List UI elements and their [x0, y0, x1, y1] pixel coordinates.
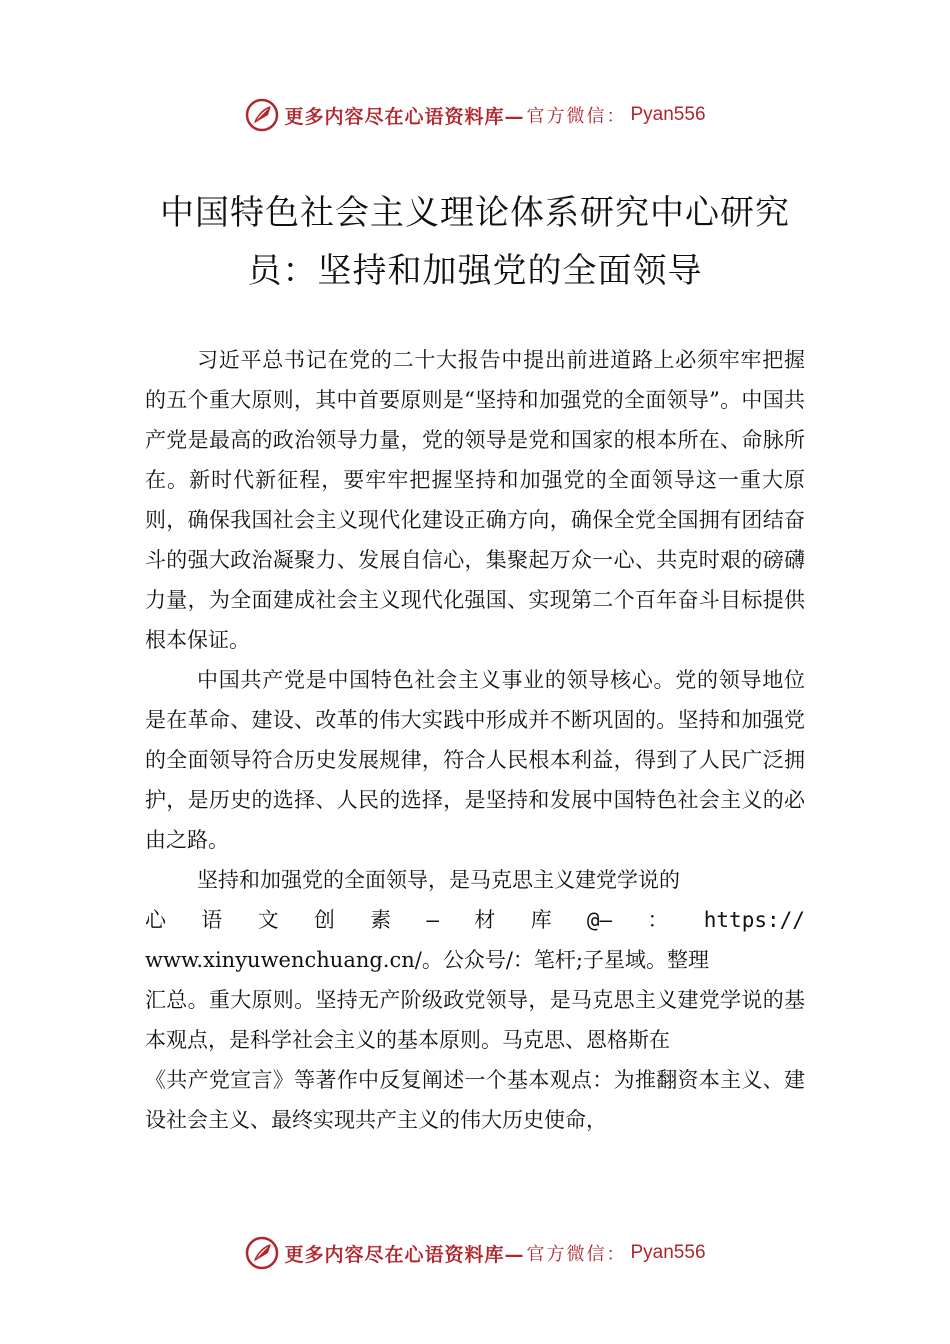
title-line-1: 中国特色社会主义理论体系研究中心研究: [160, 193, 790, 233]
watermark-char: @—: [586, 908, 613, 932]
watermark-char: 心: [145, 908, 166, 932]
paragraph-4: 《共产党宣言》等著作中反复阐述一个基本观点：为推翻资本主义、建设社会主义、最终实现共产主义的伟大历史使命，: [145, 1068, 805, 1132]
wechat-id: Pyan556: [630, 104, 706, 125]
watermark-char: 素: [370, 908, 392, 932]
watermark-url-line: www.xinyuwenchuang.cn/。公众号/：笔杆;子星域。整理: [145, 948, 709, 972]
paragraph-2: 中国共产党是中国特色社会主义事业的领导核心。党的领导地位是在革命、建设、改革的伟大实践中形成并不断巩固的。坚持和加强党的全面领导符合历史发展规律，符合人民根本利益，得到了人民广泛拥护，是历史的选择、人民的选择，是坚持和发展中国特色社会主义的必由之路。: [145, 668, 805, 852]
quill-logo-icon: [244, 97, 280, 133]
paragraph-1: 习近平总书记在党的二十大报告中提出前进道路上必须牢牢把握的五个重大原则，其中首要原则是“坚持和加强党的全面领导”。中国共产党是最高的政治领导力量，党的领导是党和国家的根本所在、命脉所在。新时代新征程，要牢牢把握坚持和加强党的全面领导这一重大原则，确保我国社会主义现代化建设正确方向，确保全党全国拥有团结奋斗的强大政治凝聚力、发展自信心，集聚起万众一心、共克时艰的磅礴力量，为全面建成社会主义现代化强国、实现第二个百年奋斗目标提供根本保证。: [145, 348, 805, 652]
watermark-char: —: [426, 908, 440, 932]
watermark-char: 语: [201, 908, 223, 932]
article-body: [145, 340, 805, 1140]
paragraph-3-line-1: 坚持和加强党的全面领导，是马克思主义建党学说的: [197, 868, 680, 892]
watermark-url-part: https://: [703, 908, 805, 932]
watermark-char: 文: [257, 908, 279, 932]
wechat-id: Pyan556: [630, 1242, 706, 1263]
banner-text: 更多内容尽在心语资料库—: [284, 1243, 525, 1266]
quill-logo-icon: [244, 1235, 280, 1271]
title-line-2: 员：坚持和加强党的全面领导: [247, 251, 703, 291]
page-title: [145, 184, 805, 300]
wechat-label: 官方微信：: [526, 106, 627, 127]
watermark-char: 库: [530, 908, 552, 932]
wechat-label: 官方微信：: [526, 1244, 627, 1265]
banner-text: 更多内容尽在心语资料库—: [284, 105, 525, 128]
watermark-char: 材: [474, 908, 496, 932]
paragraph-3-rest: 汇总。重大原则。坚持无产阶级政党领导，是马克思主义建党学说的基本观点，是科学社会主义的基本原则。马克思、恩格斯在: [145, 988, 805, 1052]
watermark-char: 创: [313, 908, 335, 932]
watermark-char: ：: [647, 908, 669, 932]
footer-banner: [0, 1231, 950, 1275]
watermark-line: [145, 900, 805, 940]
header-banner: [0, 93, 950, 137]
